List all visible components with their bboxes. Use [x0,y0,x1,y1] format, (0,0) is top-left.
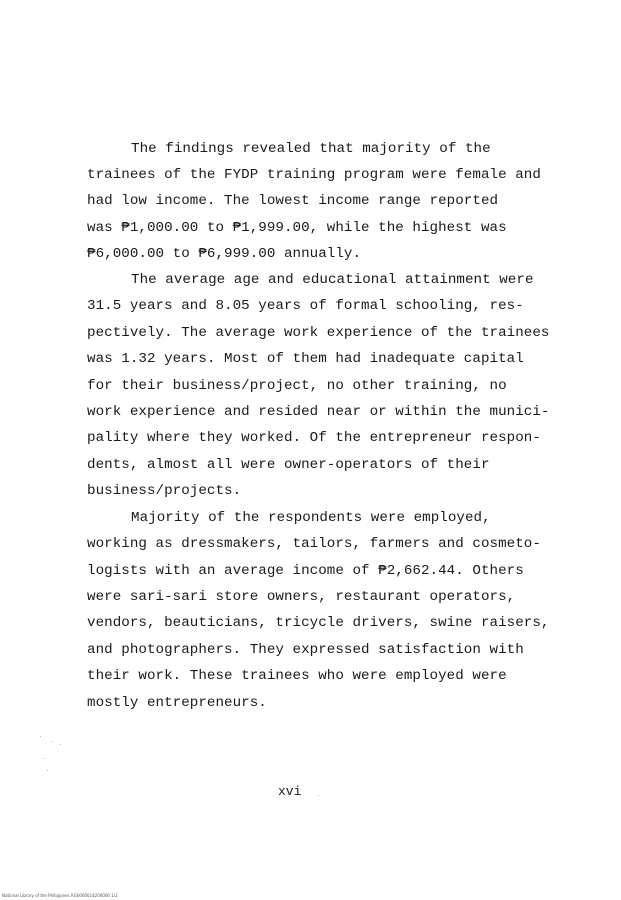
text-line: were sari-sari store owners, restaurant operators, [87,589,516,605]
text-line: ₱6,000.00 to ₱6,999.00 annually. [87,246,362,262]
footer-stamp: National Library of the Philippines RG0000014200000 1/2 [2,893,118,898]
text-line: 31.5 years and 8.05 years of formal schooling, res- [87,298,524,314]
text-line: vendors, beauticians, tricycle drivers, swine raisers, [87,615,550,631]
text-line: for their business/project, no other training, no [87,378,507,394]
text-line: The average age and educational attainment were [131,272,534,288]
text-line: their work. These trainees who were employed were [87,668,507,684]
text-line: mostly entrepreneurs. [87,695,267,711]
text-line: pectively. The average work experience of the trainees [87,325,550,341]
text-line: work experience and resided near or within the munici- [87,404,550,420]
text-line: was ₱1,000.00 to ₱1,999.00, while the highest was [87,220,507,236]
text-line: trainees of the FYDP training program were female and [87,167,541,183]
text-line: Majority of the respondents were employed, [131,510,491,526]
text-line: had low income. The lowest income range reported [87,193,499,209]
text-line: dents, almost all were owner-operators of their [87,457,490,473]
text-line: working as dressmakers, tailors, farmers and cosmeto- [87,536,541,552]
page-number: xvi [278,784,302,799]
text-line: business/projects. [87,483,242,499]
text-line: and photographers. They expressed satisfaction with [87,642,524,658]
text-line: logists with an average income of ₱2,662.44. Others [87,563,524,579]
text-line: pality where they worked. Of the entrepreneur respon- [87,430,541,446]
text-line: was 1.32 years. Most of them had inadequate capital [87,351,524,367]
text-line: The findings revealed that majority of the [131,141,491,157]
